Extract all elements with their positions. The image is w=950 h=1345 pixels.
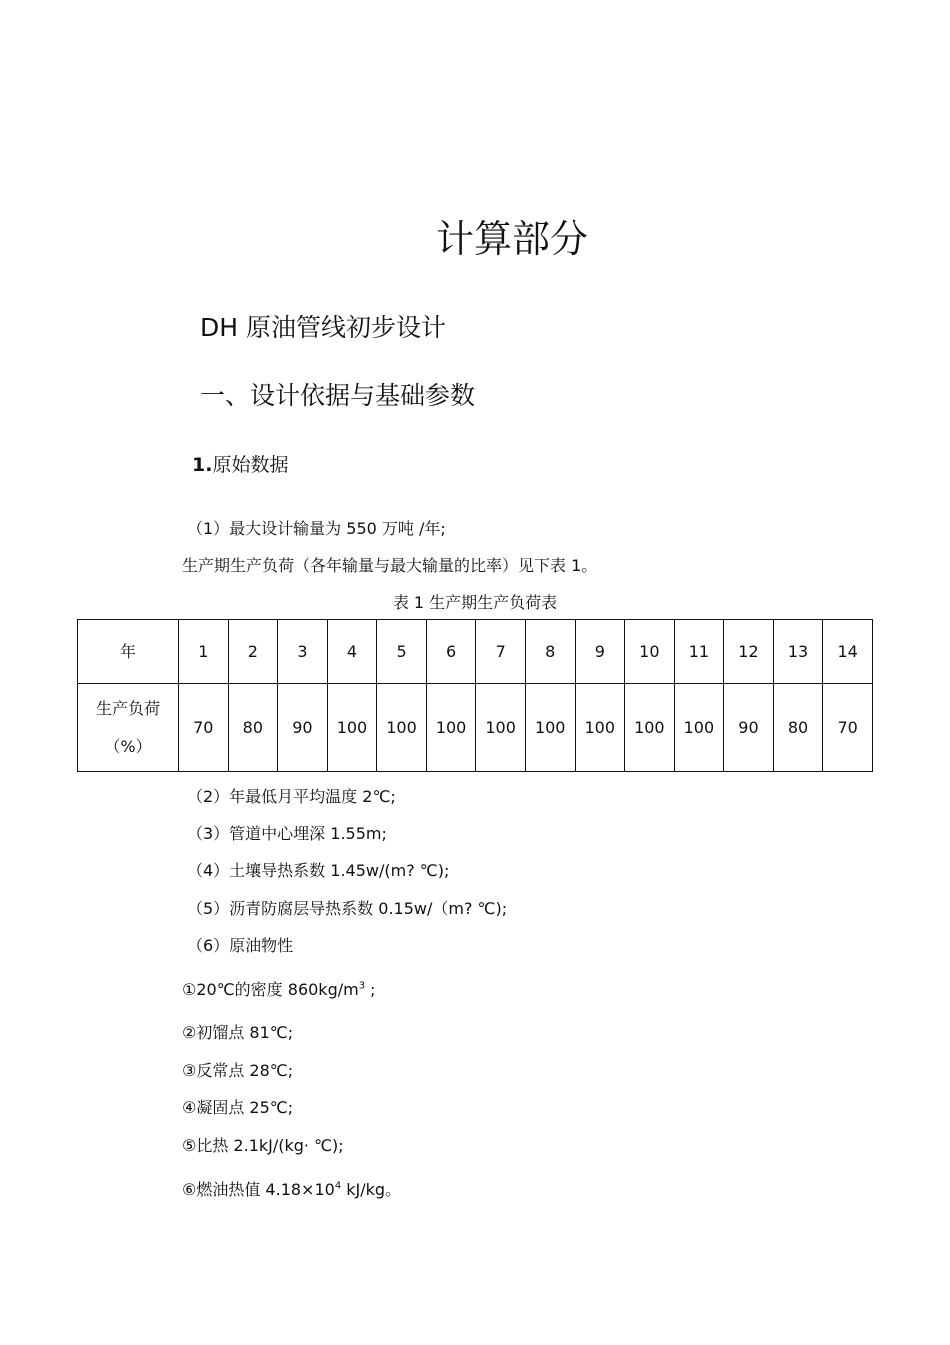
table-header-year: 年 <box>78 620 179 684</box>
document-title: 计算部分 <box>435 217 588 261</box>
table-cell-load: 80 <box>773 684 823 772</box>
table-cell-year: 6 <box>426 620 476 684</box>
item-5: （5）沥青防腐层导热系数 0.15w/（m? ℃); <box>187 899 508 918</box>
load-header-line2: （%） <box>104 736 152 756</box>
item-3: （3）管道中心埋深 1.55m; <box>187 824 387 843</box>
property-pour-point: ④凝固点 25℃; <box>182 1098 294 1117</box>
table-cell-load: 80 <box>228 684 278 772</box>
subsection-number: 1. <box>192 454 213 476</box>
density-exponent: 3 <box>358 980 366 992</box>
table-header-load <box>78 684 179 772</box>
table-cell-load: 100 <box>625 684 675 772</box>
fuel-heat-text: ⑥燃油热值 4.18×10 <box>182 1180 335 1199</box>
table-cell-year: 12 <box>724 620 774 684</box>
table-caption: 表 1 生产期生产负荷表 <box>392 593 558 612</box>
table-cell-load: 100 <box>377 684 427 772</box>
item-1-note: 生产期生产负荷（各年输量与最大输量的比率）见下表 1。 <box>182 556 598 575</box>
table-cell-load: 90 <box>278 684 328 772</box>
fuel-heat-exponent: 4 <box>334 1180 342 1192</box>
table-cell-year: 10 <box>625 620 675 684</box>
table-cell-load: 100 <box>525 684 575 772</box>
load-header-line1: 生产负荷 <box>95 698 160 718</box>
table-cell-year: 11 <box>674 620 724 684</box>
subsection-title: 原始数据 <box>212 454 289 476</box>
property-anomaly-point: ③反常点 28℃; <box>182 1061 294 1080</box>
table-row-loads <box>78 684 873 772</box>
table-cell-load: 70 <box>823 684 873 772</box>
property-density <box>182 977 376 1000</box>
table-cell-load: 90 <box>724 684 774 772</box>
fuel-heat-tail: kJ/kg。 <box>341 1180 402 1199</box>
table-cell-year: 7 <box>476 620 526 684</box>
item-6: （6）原油物性 <box>187 936 294 955</box>
table-cell-year: 2 <box>228 620 278 684</box>
subsection-heading <box>192 450 288 477</box>
property-initial-boiling-point: ②初馏点 81℃; <box>182 1023 294 1042</box>
production-load-table <box>77 619 873 772</box>
item-4: （4）土壤导热系数 1.45w/(m? ℃); <box>187 861 450 880</box>
property-fuel-heat-value <box>182 1177 401 1200</box>
table-cell-year: 8 <box>525 620 575 684</box>
item-1: （1）最大设计输量为 550 万吨 /年; <box>187 519 446 538</box>
table-cell-year: 5 <box>377 620 427 684</box>
project-heading: DH 原油管线初步设计 <box>200 313 446 342</box>
item-2: （2）年最低月平均温度 2℃; <box>187 787 396 806</box>
density-text: ①20℃的密度 860kg/m <box>182 980 359 999</box>
table-cell-load: 100 <box>426 684 476 772</box>
table-cell-load: 70 <box>179 684 229 772</box>
table-cell-year: 4 <box>327 620 377 684</box>
density-tail: ; <box>365 980 376 999</box>
table-row-years <box>78 620 873 684</box>
table-cell-year: 13 <box>773 620 823 684</box>
table-cell-year: 14 <box>823 620 873 684</box>
table-cell-year: 9 <box>575 620 625 684</box>
table-cell-year: 1 <box>179 620 229 684</box>
table-cell-load: 100 <box>575 684 625 772</box>
table-cell-load: 100 <box>327 684 377 772</box>
table-cell-load: 100 <box>476 684 526 772</box>
section-heading: 一、设计依据与基础参数 <box>200 381 476 410</box>
table-cell-load: 100 <box>674 684 724 772</box>
table-cell-year: 3 <box>278 620 328 684</box>
property-specific-heat: ⑤比热 2.1kJ/(kg· ℃); <box>182 1136 344 1155</box>
